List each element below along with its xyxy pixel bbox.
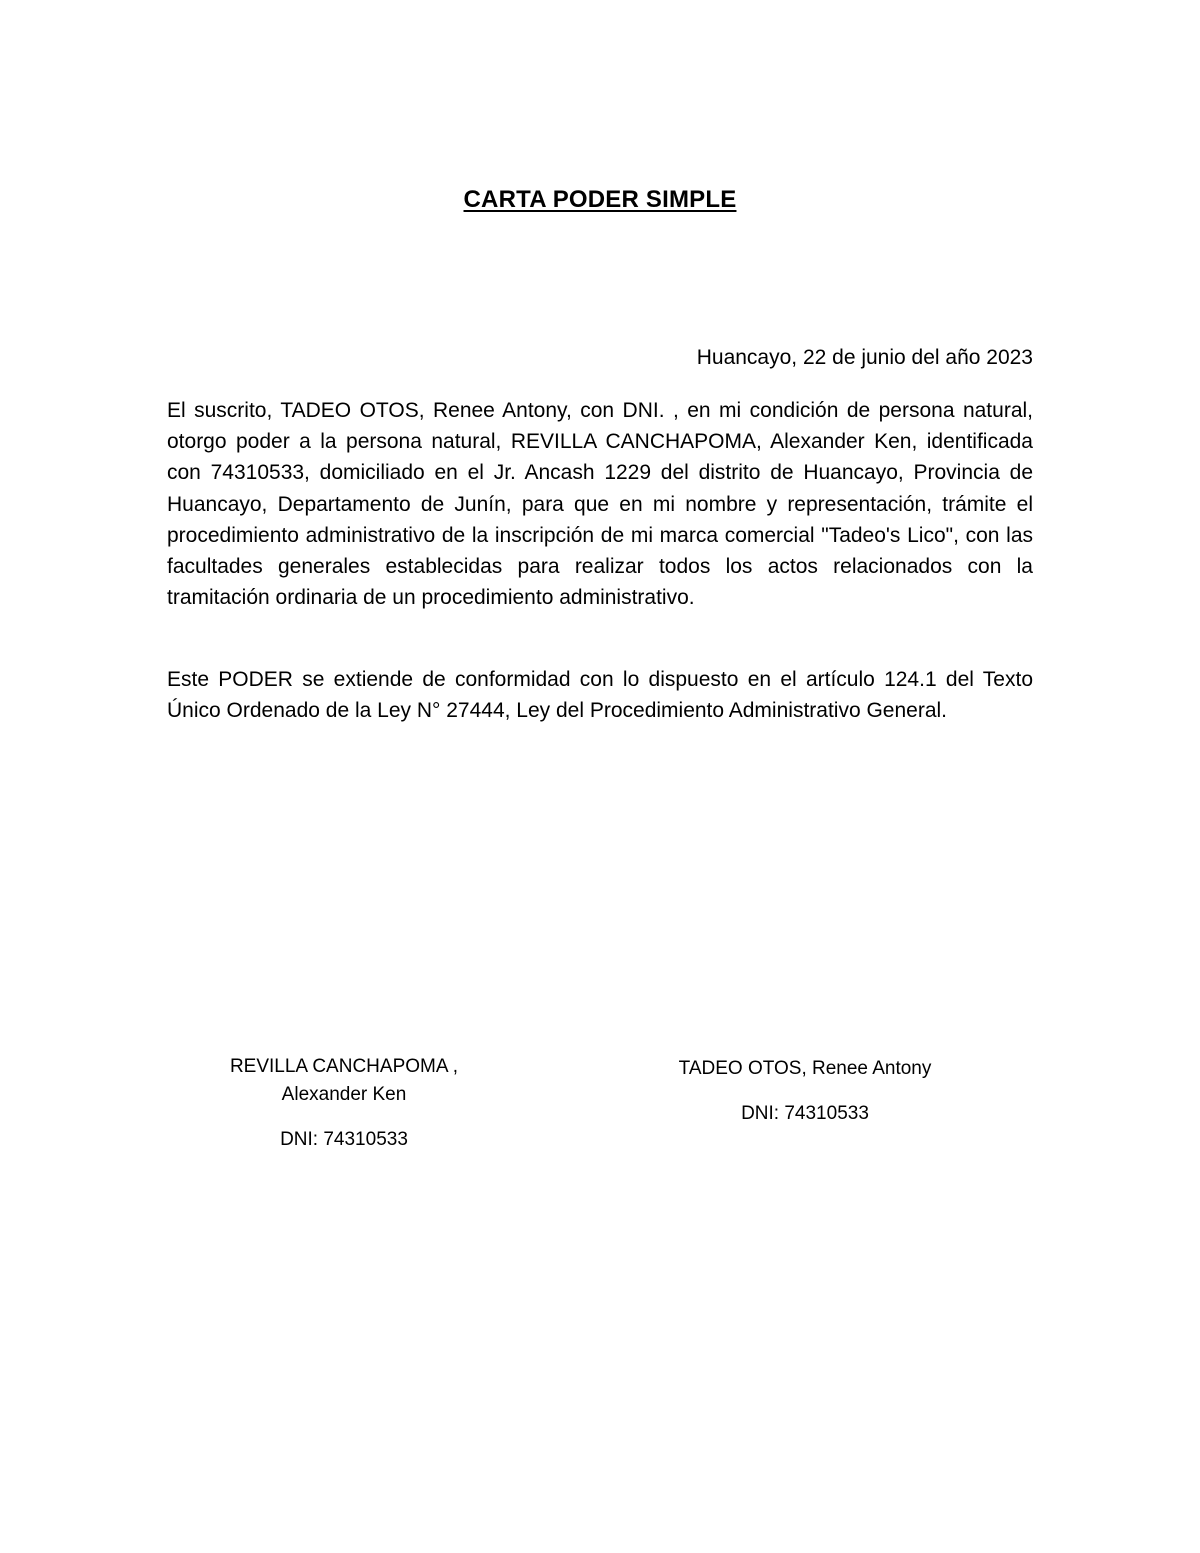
body-paragraph-2: Este PODER se extiende de conformidad con lo dispuesto en el artículo 124.1 del Texto Único Ordenado de la Ley N° 27444, Ley del Procedimiento Administrativo General. bbox=[167, 668, 1033, 723]
date-line: Huancayo, 22 de junio del año 2023 bbox=[696, 346, 1033, 369]
signature-block-attorney bbox=[144, 1053, 544, 1151]
signature-dni: DNI: 74310533 bbox=[741, 1103, 869, 1124]
signature-dni: DNI: 74310533 bbox=[280, 1129, 408, 1150]
body-paragraph-1: El suscrito, TADEO OTOS, Renee Antony, con DNI. , en mi condición de persona natural, otorgo poder a la persona natural, REVILLA CANCHAPOMA, Alexander Ken, identificada con 74310533, domiciliado en el Jr. Ancash 1229 del distrito de Huancayo, Provincia de Huancayo, Departamento de Junín, para que en mi nombre y representación, trámite el procedimiento administrativo de la inscripción de mi marca comercial "Tadeo's Lico", con las facultades generales establecidas para realizar todos los actos relacionados con la tramitación ordinaria de un procedimiento administrativo. bbox=[167, 399, 1033, 610]
signature-name-line-2: Alexander Ken bbox=[281, 1084, 407, 1105]
signature-block-grantor bbox=[605, 1055, 1005, 1125]
document-title: CARTA PODER SIMPLE bbox=[463, 186, 737, 213]
signature-name-line-1: REVILLA CANCHAPOMA , bbox=[229, 1056, 459, 1077]
signature-name: TADEO OTOS, Renee Antony bbox=[678, 1058, 932, 1079]
